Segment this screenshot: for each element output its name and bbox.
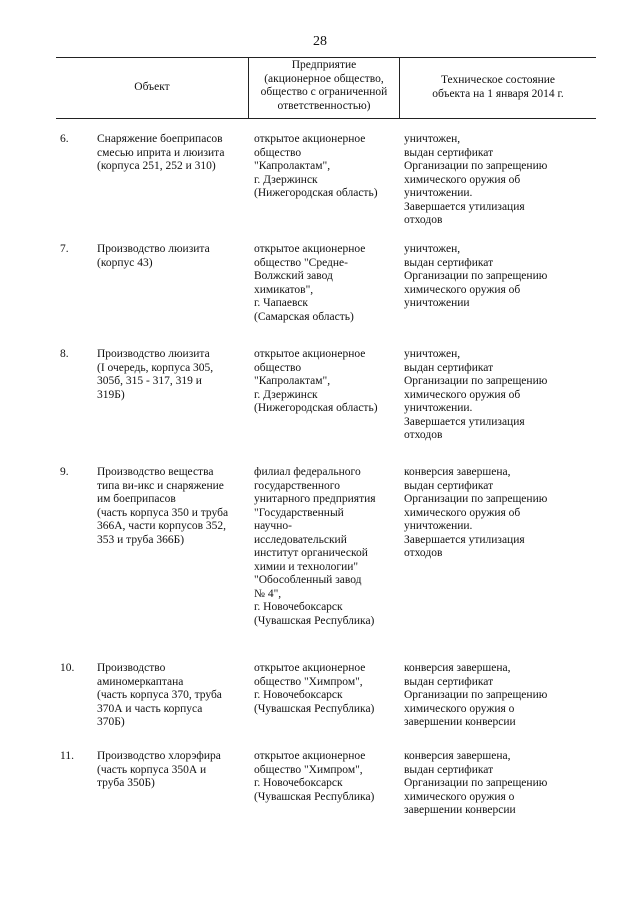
row-enterprise: открытое акционерное общество "Капролактам", г. Дзержинск (Нижегородская область): [254, 348, 378, 414]
row-number: 11.: [60, 750, 74, 762]
header-bottom-rule: [56, 118, 596, 119]
row-number: 9.: [60, 466, 69, 478]
row-enterprise: открытое акционерное общество "Капролактам", г. Дзержинск (Нижегородская область): [254, 133, 378, 199]
row-status: уничтожен, выдан сертификат Организации по запрещению химического оружия об уничтожении: [404, 243, 548, 309]
row-enterprise: открытое акционерное общество "Химпром", г. Новочебоксарск (Чувашская Республика): [254, 750, 375, 803]
row-object: Производство люизита (корпус 43): [97, 243, 210, 269]
row-status: уничтожен, выдан сертификат Организации по запрещению химического оружия об уничтожении. Завершается утилизация отходов: [404, 133, 548, 226]
row-status: конверсия завершена, выдан сертификат Организации по запрещению химического оружия о завершении конверсии: [404, 662, 548, 728]
row-object: Производство аминомеркаптана (часть корпуса 370, труба 370А и часть корпуса 370Б): [97, 662, 222, 728]
header-status: Техническое состояние объекта на 1 января 2014 г.: [432, 74, 564, 100]
row-object: Снаряжение боеприпасов смесью иприта и люизита (корпуса 251, 252 и 310): [97, 133, 225, 172]
row-enterprise: филиал федерального государственного унитарного предприятия "Государственный научно- исследовательский институт органической химии и технологии" "Обособленный завод № 4", г. Новочебоксарск (Чувашская Республика): [254, 466, 376, 627]
header-top-rule: [56, 57, 596, 58]
row-number: 7.: [60, 243, 69, 255]
row-status: конверсия завершена, выдан сертификат Организации по запрещению химического оружия о завершении конверсии: [404, 750, 548, 816]
header-enterprise: Предприятие (акционерное общество, общество с ограниченной ответственностью): [260, 59, 388, 112]
row-status: конверсия завершена, выдан сертификат Организации по запрещению химического оружия об уничтожении. Завершается утилизация отходов: [404, 466, 548, 559]
header-object: Объект: [134, 81, 170, 93]
row-number: 6.: [60, 133, 69, 145]
row-status: уничтожен, выдан сертификат Организации по запрещению химического оружия об уничтожении. Завершается утилизация отходов: [404, 348, 548, 441]
row-object: Производство хлорэфира (часть корпуса 350А и труба 350Б): [97, 750, 221, 789]
row-enterprise: открытое акционерное общество "Средне- Волжский завод химикатов", г. Чапаевск (Самарская область): [254, 243, 366, 323]
row-object: Производство люизита (I очередь, корпуса 305, 305б, 315 - 317, 319 и 319Б): [97, 348, 214, 401]
row-enterprise: открытое акционерное общество "Химпром", г. Новочебоксарск (Чувашская Республика): [254, 662, 375, 715]
page-number: 28: [313, 34, 327, 49]
row-number: 10.: [60, 662, 75, 674]
row-object: Производство вещества типа ви-икс и снаряжение им боеприпасов (часть корпуса 350 и труба 366А, части корпусов 352, 353 и труба 366Б): [97, 466, 229, 546]
row-number: 8.: [60, 348, 69, 360]
